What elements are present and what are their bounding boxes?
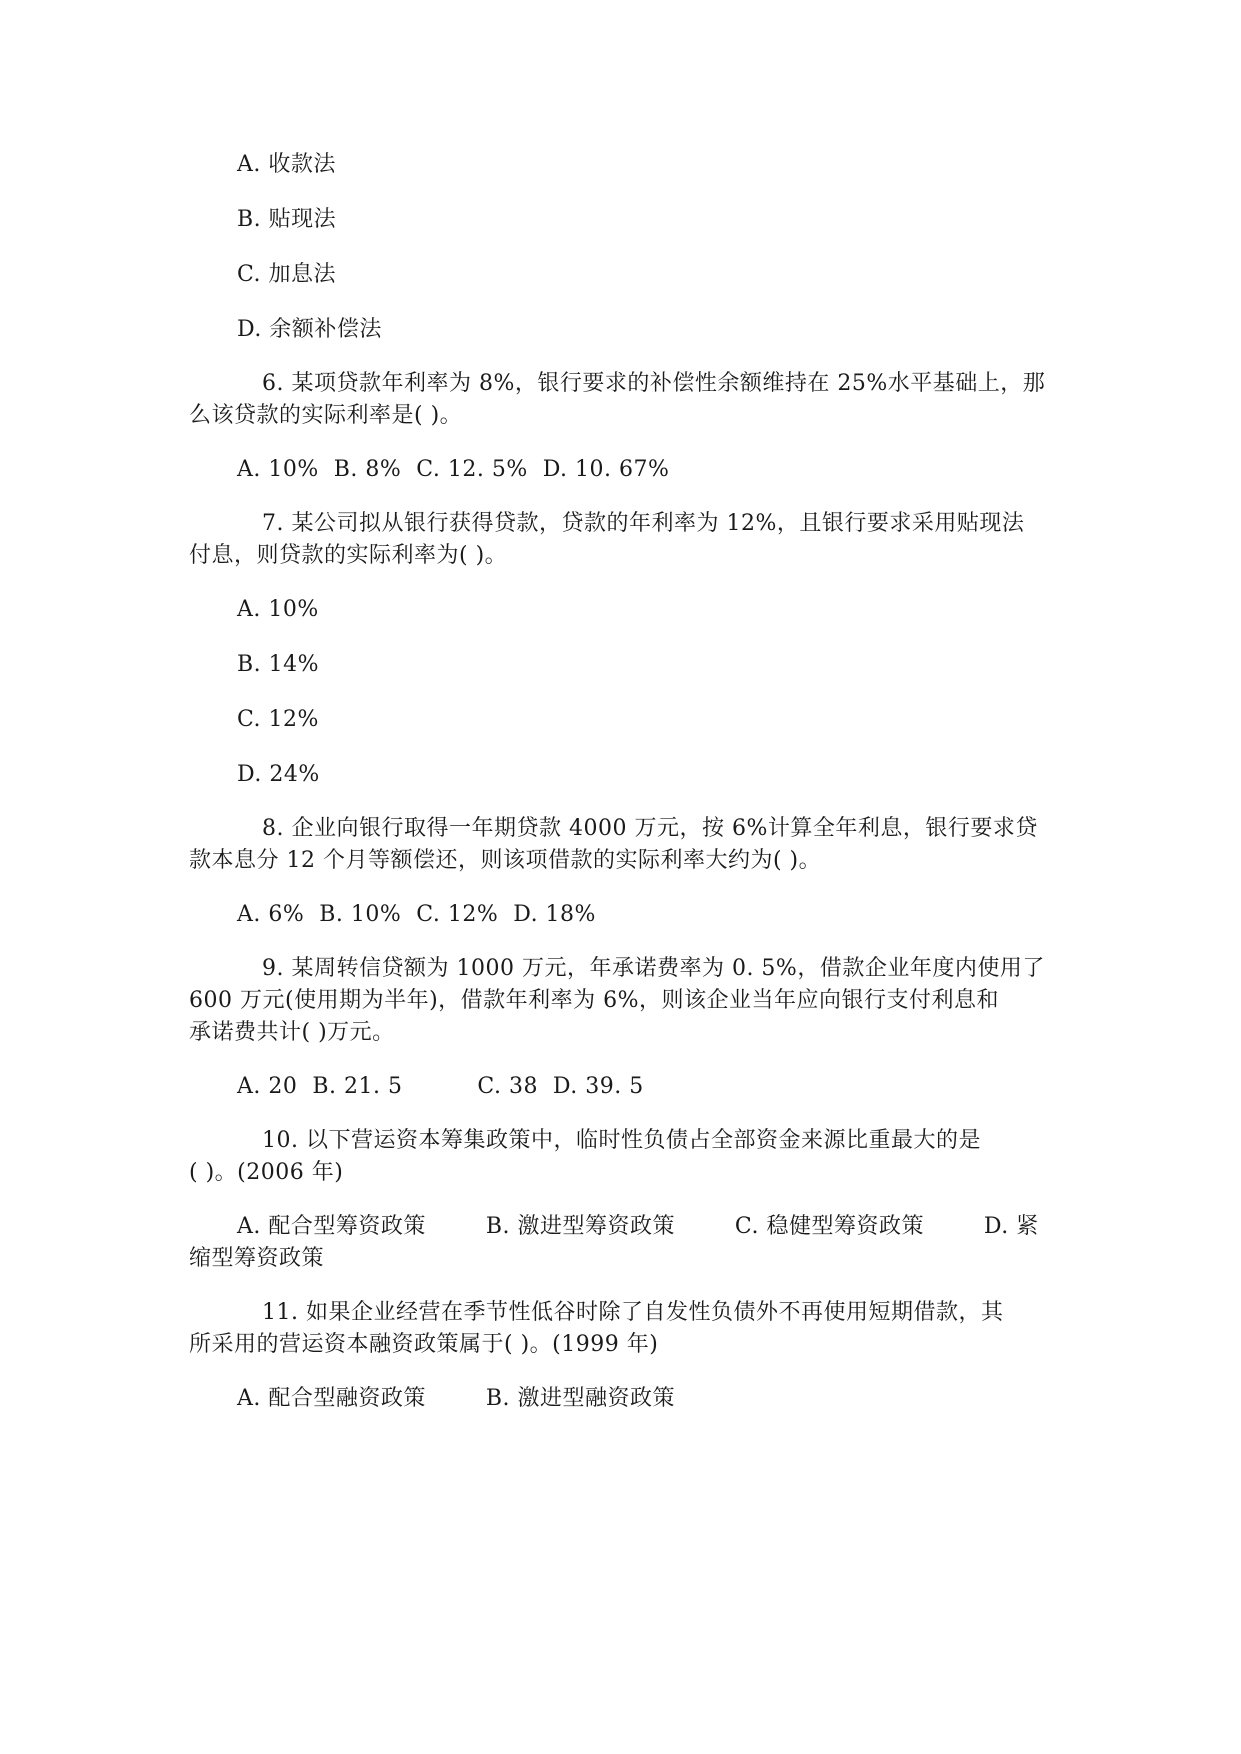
question-6-line-1: 6. 某项贷款年利率为 8%，银行要求的补偿性余额维持在 25%水平基础上，那 <box>262 371 1046 396</box>
question-11-line-2: 所采用的营运资本融资政策属于( )。(1999 年) <box>189 1332 659 1357</box>
option-line: A. 收款法 <box>237 152 336 177</box>
question-11-line-1: 11. 如果企业经营在季节性低谷时除了自发性负债外不再使用短期借款，其 <box>262 1300 1004 1325</box>
option-line: C. 加息法 <box>237 262 337 287</box>
question-10-line-1: 10. 以下营运资本筹集政策中，临时性负债占全部资金来源比重最大的是 <box>262 1128 981 1153</box>
question-10-options-line-1: A. 配合型筹资政策 B. 激进型筹资政策 C. 稳健型筹资政策 D. 紧 <box>237 1214 1039 1239</box>
question-7-line-2: 付息，则贷款的实际利率为( )。 <box>189 543 508 568</box>
question-9-line-3: 承诺费共计( )万元。 <box>189 1020 395 1045</box>
option-line: B. 贴现法 <box>237 207 337 232</box>
question-6-line-2: 么该贷款的实际利率是( )。 <box>189 403 463 428</box>
option-line: D. 24% <box>237 762 320 787</box>
question-9-line-2: 600 万元(使用期为半年)，借款年利率为 6%，则该企业当年应向银行支付利息和 <box>189 988 1000 1013</box>
option-line: A. 10% <box>237 597 319 622</box>
option-line: B. 14% <box>237 652 320 677</box>
question-7-line-1: 7. 某公司拟从银行获得贷款，贷款的年利率为 12%，且银行要求采用贴现法 <box>262 511 1025 536</box>
option-line: D. 余额补偿法 <box>237 317 382 342</box>
question-6-options: A. 10% B. 8% C. 12. 5% D. 10. 67% <box>237 457 670 482</box>
question-10-line-2: ( )。(2006 年) <box>189 1160 344 1185</box>
option-line: C. 12% <box>237 707 319 732</box>
question-10-options-line-2: 缩型筹资政策 <box>189 1246 325 1271</box>
question-8-line-1: 8. 企业向银行取得一年期贷款 4000 万元，按 6%计算全年利息，银行要求贷 <box>262 816 1038 841</box>
question-8-line-2: 款本息分 12 个月等额偿还，则该项借款的实际利率大约为( )。 <box>189 848 822 873</box>
question-9-options: A. 20 B. 21. 5 C. 38 D. 39. 5 <box>237 1074 644 1099</box>
question-9-line-1: 9. 某周转信贷额为 1000 万元，年承诺费率为 0. 5%，借款企业年度内使用了 <box>262 956 1045 981</box>
question-8-options: A. 6% B. 10% C. 12% D. 18% <box>237 902 596 927</box>
question-11-options: A. 配合型融资政策 B. 激进型融资政策 <box>237 1386 675 1411</box>
